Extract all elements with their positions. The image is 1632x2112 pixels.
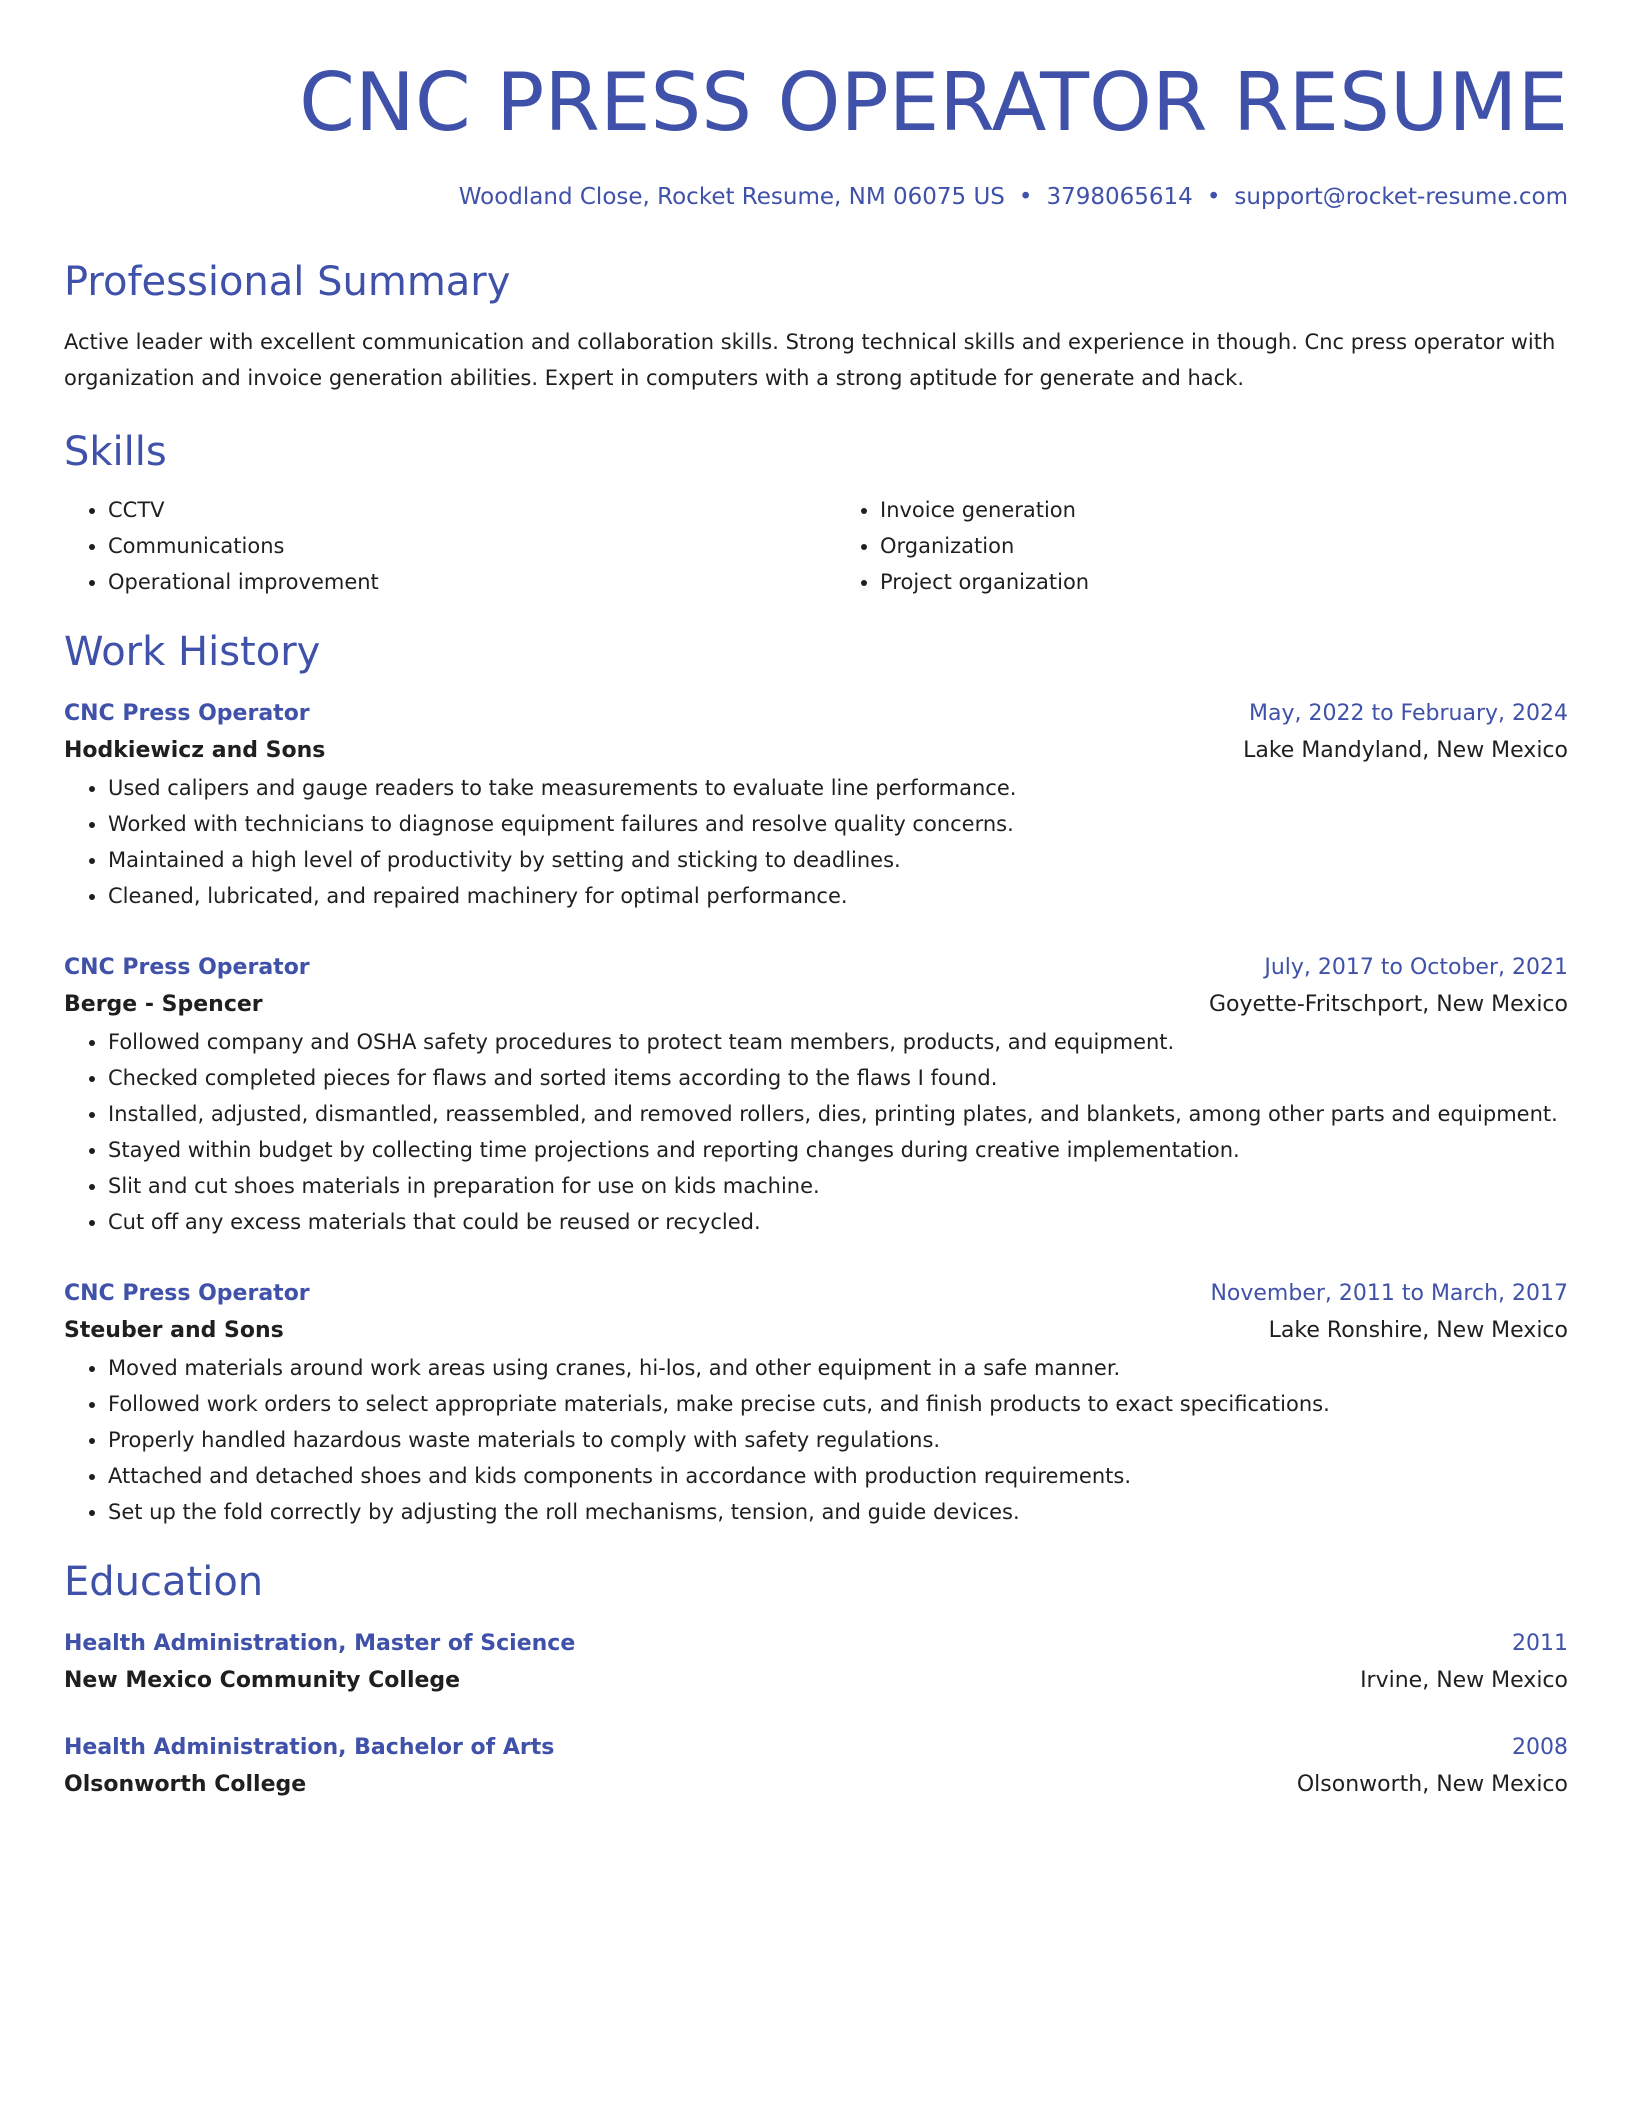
job-bullet: • Used calipers and gauge readers to take measurements to evaluate line performance. <box>108 770 1568 806</box>
job-entry <box>64 1276 1568 1530</box>
job-header <box>64 696 1568 732</box>
job-subheader <box>64 986 1568 1024</box>
job-bullets <box>64 1024 1568 1240</box>
education-subheader <box>64 1662 1568 1700</box>
contact-separator: • <box>1018 184 1033 210</box>
education-location: Olsonworth, New Mexico <box>1296 1772 1568 1797</box>
job-header <box>64 950 1568 986</box>
education-header <box>64 1626 1568 1662</box>
skills-section <box>64 426 1568 600</box>
skill-item: • Organization <box>880 528 1568 564</box>
job-bullet: • Checked completed pieces for flaws and sorted items according to the flaws I found. <box>108 1060 1568 1096</box>
skill-item: • Communications <box>108 528 796 564</box>
job-company: Hodkiewicz and Sons <box>64 738 326 763</box>
job-bullet: • Stayed within budget by collecting time projections and reporting changes during creative implementation. <box>108 1132 1568 1168</box>
education-subheader <box>64 1766 1568 1804</box>
job-bullet: • Followed company and OSHA safety procedures to protect team members, products, and equipment. <box>108 1024 1568 1060</box>
job-bullets <box>64 770 1568 914</box>
education-year: 2008 <box>1512 1735 1568 1760</box>
education-degree: Health Administration, Master of Science <box>64 1631 576 1656</box>
contact-line <box>64 180 1568 214</box>
job-entry <box>64 950 1568 1240</box>
education-school: Olsonworth College <box>64 1772 307 1797</box>
job-bullet: • Properly handled hazardous waste materials to comply with safety regulations. <box>108 1422 1568 1458</box>
job-subheader <box>64 1312 1568 1350</box>
job-dates: July, 2017 to October, 2021 <box>1264 955 1568 980</box>
education-entry <box>64 1730 1568 1804</box>
job-location: Lake Mandyland, New Mexico <box>1243 738 1568 763</box>
job-bullet: • Maintained a high level of productivity by setting and sticking to deadlines. <box>108 842 1568 878</box>
skills-list-left <box>64 492 796 600</box>
education-year: 2011 <box>1512 1631 1568 1656</box>
skills-list-right <box>836 492 1568 600</box>
skill-item: • Operational improvement <box>108 564 796 600</box>
contact-separator: • <box>1206 184 1221 210</box>
job-title: CNC Press Operator <box>64 1281 310 1306</box>
contact-address: Woodland Close, Rocket Resume, NM 06075 US <box>458 184 1005 210</box>
job-title: CNC Press Operator <box>64 701 310 726</box>
job-bullet: • Attached and detached shoes and kids components in accordance with production requirements. <box>108 1458 1568 1494</box>
resume-header <box>64 48 1568 214</box>
work-history-section <box>64 626 1568 1530</box>
job-bullet: • Set up the fold correctly by adjusting the roll mechanisms, tension, and guide devices. <box>108 1494 1568 1530</box>
contact-email[interactable]: support@rocket-resume.com <box>1234 184 1568 210</box>
education-location: Irvine, New Mexico <box>1360 1668 1568 1693</box>
skill-item: • CCTV <box>108 492 796 528</box>
education-entry <box>64 1626 1568 1700</box>
job-company: Berge - Spencer <box>64 992 263 1017</box>
summary-heading: Professional Summary <box>64 259 511 305</box>
job-bullet: • Followed work orders to select appropriate materials, make precise cuts, and finish products to exact specifications. <box>108 1386 1568 1422</box>
job-bullet: • Cleaned, lubricated, and repaired machinery for optimal performance. <box>108 878 1568 914</box>
job-bullet: • Cut off any excess materials that could be reused or recycled. <box>108 1204 1568 1240</box>
job-bullet: • Moved materials around work areas using cranes, hi-los, and other equipment in a safe manner. <box>108 1350 1568 1386</box>
resume-title: CNC PRESS OPERATOR RESUME <box>299 56 1568 149</box>
work-history-heading: Work History <box>64 629 321 675</box>
job-header <box>64 1276 1568 1312</box>
summary-text: Active leader with excellent communication and collaboration skills. Strong technical skills and experience in though. Cnc press operator with organization and invoice generation abilities. Expert in computers with a strong aptitude for generate and hack. <box>64 330 1556 390</box>
education-header <box>64 1730 1568 1766</box>
job-bullet: • Installed, adjusted, dismantled, reassembled, and removed rollers, dies, printing plates, and blankets, among other parts and equipment. <box>108 1096 1568 1132</box>
job-title: CNC Press Operator <box>64 955 310 980</box>
job-location: Lake Ronshire, New Mexico <box>1268 1318 1568 1343</box>
skill-item: • Project organization <box>880 564 1568 600</box>
summary-section <box>64 256 1568 396</box>
education-degree: Health Administration, Bachelor of Arts <box>64 1735 555 1760</box>
job-bullet: • Slit and cut shoes materials in preparation for use on kids machine. <box>108 1168 1568 1204</box>
education-heading: Education <box>64 1559 264 1605</box>
job-location: Goyette-Fritschport, New Mexico <box>1208 992 1568 1017</box>
contact-phone[interactable]: 3798065614 <box>1046 184 1193 210</box>
education-school: New Mexico Community College <box>64 1668 461 1693</box>
job-company: Steuber and Sons <box>64 1318 284 1343</box>
education-section <box>64 1556 1568 1804</box>
skills-grid <box>64 492 1568 600</box>
skills-heading: Skills <box>64 429 167 475</box>
skill-item: • Invoice generation <box>880 492 1568 528</box>
job-bullet: • Worked with technicians to diagnose equipment failures and resolve quality concerns. <box>108 806 1568 842</box>
job-dates: November, 2011 to March, 2017 <box>1210 1281 1568 1306</box>
job-bullets <box>64 1350 1568 1530</box>
job-dates: May, 2022 to February, 2024 <box>1249 701 1568 726</box>
job-entry <box>64 696 1568 914</box>
job-subheader <box>64 732 1568 770</box>
